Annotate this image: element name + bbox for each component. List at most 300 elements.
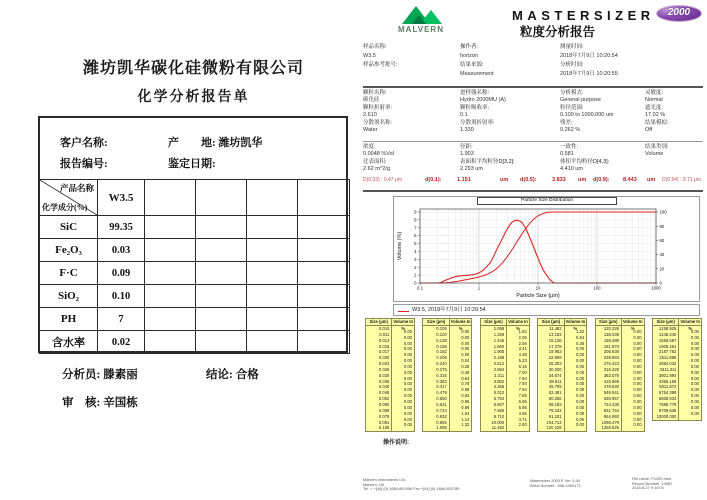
value-cell: 0.10	[98, 285, 145, 308]
component-cell: F·C	[40, 262, 98, 285]
chem-table-row	[40, 308, 350, 331]
volume-cell: 0.00	[576, 358, 585, 364]
divider	[363, 190, 703, 192]
size-cell: 416.869	[603, 378, 619, 384]
size-cell: 0.052	[378, 396, 390, 402]
param-value: 0.1	[460, 112, 468, 118]
size-cell: 1.259	[493, 331, 505, 337]
volume-values	[679, 326, 701, 420]
volume-values	[450, 326, 472, 431]
empty-cell	[196, 216, 247, 239]
empty-cell	[298, 285, 350, 308]
param-value: 0.0048 %Vol	[363, 151, 394, 157]
size-cell: 1096.479	[601, 419, 619, 425]
volume-cell: 0.64	[461, 375, 470, 381]
size-cell: 2884.032	[658, 361, 677, 367]
volume-cell: 1.32	[461, 422, 470, 428]
size-cell: 69.183	[548, 401, 562, 407]
footer-left	[363, 478, 459, 492]
size-cell: 120.226	[546, 425, 562, 431]
value-cell: 0.09	[98, 262, 145, 285]
size-cell: 1258.925	[601, 425, 619, 431]
size-cell: 0.138	[436, 337, 447, 343]
param-value: Water	[363, 127, 378, 133]
d90-label: d(0.9):	[593, 177, 610, 183]
volume-cell: 0.00	[461, 328, 470, 334]
param-value: 0.581	[560, 151, 574, 157]
size-header: Size (µm)	[653, 319, 679, 325]
x-tick-label: 0.1	[417, 285, 423, 291]
y-left-tick-label: 6	[414, 233, 417, 239]
size-cell: 478.630	[603, 384, 619, 390]
volume-cell: 0.00	[576, 346, 585, 352]
size-cell: 2.884	[493, 366, 505, 372]
size-cell: 79.433	[548, 407, 562, 413]
legend-label: W3.5, 2018年7月9日 10:20:54	[412, 307, 486, 313]
volume-cell: 0.00	[633, 375, 642, 381]
size-values	[653, 326, 679, 420]
volume-cell: 0.04	[461, 358, 470, 364]
volume-cell: 0.00	[403, 399, 412, 405]
size-cell: 104.713	[546, 419, 562, 425]
empty-header-cell	[247, 180, 298, 216]
param-label: 颗粒名称:	[363, 90, 387, 96]
size-class-column	[422, 318, 472, 432]
volume-cell: 7.64	[518, 375, 527, 381]
size-header: Size (µm)	[423, 319, 449, 325]
y-axis-title: Volume (%)	[397, 231, 403, 261]
volume-cell: 0.00	[576, 375, 585, 381]
volume-cell: 0.00	[403, 410, 412, 416]
conclusion-label: 结论:	[206, 369, 233, 381]
volume-cell: 0.00	[633, 399, 642, 405]
empty-cell	[298, 216, 350, 239]
y-right-tick-label: 60	[659, 237, 665, 243]
measured-time-label: 测量时间:	[560, 44, 584, 50]
x-tick-label: 1000	[651, 285, 661, 291]
volume-cell: 0.00	[461, 334, 470, 340]
y-left-tick-label: 4	[414, 249, 417, 255]
volume-cell: 0.00	[633, 340, 642, 346]
volume-header: Volume In %	[565, 319, 586, 331]
size-cell: 3.311	[494, 372, 505, 378]
volume-cell: 0.00	[403, 334, 412, 340]
volume-cell: 0.00	[633, 358, 642, 364]
size-class-column	[537, 318, 587, 432]
d10-label: d(0.1):	[425, 177, 442, 183]
volume-cell: 0.45	[461, 369, 470, 375]
size-cell: 0.724	[436, 407, 447, 413]
value-cell: 99.35	[98, 216, 145, 239]
psd-chart-frame	[393, 196, 700, 302]
analyst-label: 分析员:	[62, 369, 101, 381]
volume-cell: 0.00	[576, 387, 585, 393]
d10-unit: um	[500, 177, 509, 183]
size-cell: 0.832	[436, 413, 447, 419]
volume-cell: 0.00	[403, 375, 412, 381]
volume-cell: 7.00	[518, 369, 527, 375]
size-cell: 158.489	[603, 337, 619, 343]
size-cell: 34.674	[548, 372, 562, 378]
param-value: 17.02 %	[645, 112, 666, 118]
volume-cell: 0.99	[461, 404, 470, 410]
volume-cell: 0.00	[633, 410, 642, 416]
chem-table	[39, 179, 350, 354]
measured-time-value: 2018年7月9日 10:20:54	[560, 53, 618, 59]
y-left-tick-label: 7	[414, 225, 417, 231]
chem-table-row	[40, 239, 350, 262]
empty-cell	[196, 285, 247, 308]
param-value: 1.330	[460, 127, 474, 133]
volume-cell: 0.00	[690, 328, 699, 334]
size-cell: 1445.440	[658, 331, 677, 337]
volume-cell: 1.04	[461, 410, 470, 416]
volume-cell: 0.00	[403, 352, 412, 358]
analyst-line	[62, 366, 138, 382]
footer-line: Serial Number : MAL1060172	[529, 482, 581, 488]
size-header: Size (µm)	[538, 319, 564, 325]
result-source-label: 结果来源:	[460, 62, 484, 68]
volume-cell: 0.00	[690, 381, 699, 387]
volume-cell: 0.00	[576, 399, 585, 405]
empty-cell	[196, 239, 247, 262]
volume-cell: 1.62	[518, 328, 527, 334]
footer-right	[632, 477, 672, 491]
volume-cell: 0.00	[690, 410, 699, 416]
volume-cell: 0.00	[633, 416, 642, 422]
volume-cell: 4.38	[518, 352, 527, 358]
y-left-tick-label: 5	[414, 241, 417, 247]
report-no-label: 报告编号:	[60, 158, 108, 170]
size-cell: 7585.776	[658, 401, 677, 407]
size-cell: 5011.872	[659, 384, 677, 390]
volume-cell: 0.00	[690, 363, 699, 369]
column-body	[423, 326, 471, 431]
volume-cell: 0.00	[576, 352, 585, 358]
volume-cell: 0.96	[461, 399, 470, 405]
chart-title: Particle Size Distribution	[477, 197, 617, 205]
origin-label: 产 地:	[168, 137, 216, 149]
volume-header: Volume In %	[680, 319, 701, 331]
size-cell: 39.811	[549, 378, 562, 384]
empty-cell	[247, 308, 298, 331]
volume-cell: 0.00	[633, 363, 642, 369]
chem-table-row	[40, 216, 350, 239]
value-cell: 0.03	[98, 239, 145, 262]
size-cell: 0.013	[378, 337, 390, 343]
param-value: 0.100 to 1000.000 um	[560, 112, 614, 118]
size-cell: 2511.886	[659, 355, 677, 361]
param-value: 2.62 m^2/g	[363, 166, 391, 172]
param-label: 粒径范围:	[560, 105, 584, 111]
size-cell: 2.512	[493, 361, 505, 367]
y-right-tick-label: 100	[659, 209, 667, 215]
volume-cell: 7.94	[518, 387, 527, 393]
column-body	[653, 326, 701, 420]
y-left-tick-label: 1	[414, 272, 417, 278]
param-label: 径距:	[460, 144, 473, 150]
param-label: 结果模拟:	[645, 120, 669, 126]
volume-cell: 0.00	[633, 387, 642, 393]
empty-cell	[247, 216, 298, 239]
volume-cell: 0.00	[576, 416, 585, 422]
volume-cell: 2.56	[518, 340, 527, 346]
chem-table-row	[40, 331, 350, 354]
param-value: Normal	[645, 97, 663, 103]
footer-line: Mastersizer 2000 E Ver. 5.40	[530, 478, 580, 483]
volume-cell: 0.00	[633, 352, 642, 358]
param-value: General purpose	[560, 97, 601, 103]
size-cell: 181.970	[603, 343, 619, 349]
divider	[363, 86, 703, 88]
component-cell: PH	[40, 308, 98, 331]
size-class-column	[480, 318, 530, 432]
param-value: Off	[645, 127, 653, 133]
y-left-tick-label: 0	[414, 280, 417, 286]
footer-line: Malvern, UK.	[363, 481, 386, 487]
size-cell: 0.240	[436, 361, 447, 367]
param-label: 分散剂名称:	[363, 120, 393, 126]
volume-cell: 0.00	[576, 381, 585, 387]
sample-ref-label: 样品参考批号:	[363, 62, 398, 68]
volume-cell: 0.00	[633, 328, 642, 334]
column-body	[366, 326, 414, 431]
analysed-time-label: 分析时间:	[560, 62, 584, 68]
origin-line	[168, 134, 262, 150]
size-cell: 0.023	[378, 361, 390, 367]
volume-header: Volume In %	[450, 319, 471, 331]
size-header: Size (µm)	[366, 319, 392, 325]
empty-cell	[145, 331, 196, 354]
size-cell: 0.955	[436, 419, 447, 425]
param-label: 残差:	[560, 120, 573, 126]
size-cell: 0.035	[378, 378, 390, 384]
empty-header-cell	[196, 180, 247, 216]
empty-cell	[298, 239, 350, 262]
size-cell: 0.069	[378, 407, 390, 413]
size-values	[538, 326, 564, 431]
size-cell: 1.096	[493, 326, 505, 331]
column-body	[538, 326, 586, 431]
size-cell: 4365.158	[658, 378, 677, 384]
diagonal-header-cell	[40, 180, 98, 216]
volume-cell: 0.93	[461, 393, 470, 399]
d10-value: 1.151	[457, 177, 471, 183]
footer-line: Malvern Instruments Ltd.	[363, 477, 406, 482]
volume-cell: 0.00	[633, 381, 642, 387]
size-cell: 0.030	[378, 372, 390, 378]
analysed-time-value: 2018年7月9日 10:20:55	[560, 71, 618, 77]
volume-cell: 0.00	[403, 404, 412, 410]
reviewer-label: 审 核:	[62, 397, 101, 409]
volume-cell: 0.00	[403, 369, 412, 375]
empty-cell	[145, 239, 196, 262]
volume-cell: 0.00	[690, 399, 699, 405]
size-cell: 8709.636	[658, 407, 677, 413]
chem-table-row	[40, 262, 350, 285]
size-cell: 954.993	[603, 413, 619, 419]
volume-cell: 0.94	[576, 334, 585, 340]
operator-label: 操作者:	[460, 44, 479, 50]
volume-cell: 0.00	[403, 393, 412, 399]
component-cell: SiO₂	[40, 285, 98, 308]
empty-header-cell	[145, 180, 196, 216]
volume-cell: 0.00	[633, 334, 642, 340]
size-cell: 1.445	[493, 337, 505, 343]
analyst-name: 滕素丽	[103, 369, 138, 381]
param-value: 碳化硅	[363, 97, 380, 103]
size-cell: 724.436	[603, 401, 619, 407]
size-cell: 275.423	[603, 361, 619, 367]
product-name-cell: W3.5	[98, 180, 145, 216]
size-values	[481, 326, 507, 431]
param-value: Hydro 2000MU (A)	[460, 97, 506, 103]
size-cell: 549.541	[603, 390, 619, 396]
volume-cell: 0.00	[461, 340, 470, 346]
volume-values	[507, 326, 529, 431]
conclusion-line	[206, 366, 259, 382]
size-cell: 0.026	[378, 366, 390, 372]
param-label: 体积平均粒径D[4,3]:	[560, 159, 610, 165]
volume-cell: 0.00	[690, 352, 699, 358]
volume-cell: 0.00	[403, 358, 412, 364]
param-label: 颗粒吸收率:	[460, 105, 490, 111]
component-cell: SiC	[40, 216, 98, 239]
volume-cell: 0.00	[403, 363, 412, 369]
size-header: Size (µm)	[596, 319, 622, 325]
size-cell: 0.011	[379, 331, 390, 337]
size-cell: 17.378	[548, 343, 562, 349]
column-body	[596, 326, 644, 431]
malvern-wordmark: MALVERN	[398, 25, 444, 34]
x-tick-label: 10	[535, 285, 541, 291]
sample-name-label: 样品名称:	[363, 44, 387, 50]
size-cell: 11.482	[491, 425, 505, 431]
volume-cell: 1.14	[461, 416, 470, 422]
malvern-triangles-icon	[390, 5, 452, 25]
size-class-column	[652, 318, 702, 421]
volume-cell: 2.06	[518, 334, 527, 340]
size-cell: 0.316	[436, 372, 447, 378]
size-cell: 0.105	[378, 425, 390, 431]
diag-product-label: 产品名称	[59, 183, 94, 193]
empty-cell	[196, 262, 247, 285]
d50-unit: um	[578, 177, 587, 183]
size-cell: 0.105	[436, 326, 447, 331]
d094-value: D(0.94) : 9.71 μm	[662, 177, 702, 183]
date-label: 鉴定日期:	[168, 158, 216, 170]
size-cell: 0.479	[436, 390, 447, 396]
volume-cell: 0.00	[633, 422, 642, 428]
sample-name-value: W3.5	[363, 53, 376, 59]
size-class-column	[365, 318, 415, 432]
volume-cell: 0.00	[576, 422, 585, 428]
size-cell: 831.764	[603, 407, 619, 413]
volume-cell: 3.41	[518, 346, 527, 352]
param-label: 表面积平均粒径D[3,2]:	[460, 159, 515, 165]
volume-cell: 0.00	[633, 404, 642, 410]
size-cell: 0.417	[436, 384, 447, 390]
y-right-tick-label: 40	[659, 252, 665, 258]
volume-values	[565, 326, 587, 431]
volume-cell: 2.60	[518, 422, 527, 428]
y-right-tick-label: 80	[659, 223, 665, 229]
size-cell: 0.017	[378, 349, 390, 355]
volume-header: Volume In %	[622, 319, 643, 331]
volume-cell: 1.62	[576, 328, 585, 334]
size-cell: 1.905	[493, 349, 505, 355]
volume-header: Volume In %	[393, 319, 414, 331]
empty-cell	[196, 331, 247, 354]
size-cell: 10000.000	[656, 413, 677, 419]
volume-cell: 0.88	[461, 387, 470, 393]
size-cell: 1258.925	[658, 326, 677, 331]
size-cell: 10.000	[491, 419, 505, 425]
size-cell: 0.182	[436, 349, 447, 355]
volume-cell: 0.00	[690, 369, 699, 375]
size-cell: 0.631	[436, 401, 447, 407]
size-cell: 120.226	[603, 326, 619, 331]
size-cell: 8.710	[493, 413, 505, 419]
value-cell: 7	[98, 308, 145, 331]
volume-values	[622, 326, 644, 431]
param-label: 浓度:	[363, 144, 376, 150]
param-value: 0.262 %	[560, 127, 581, 133]
size-cell: 138.038	[603, 331, 619, 337]
y-left-tick-label: 9	[414, 209, 417, 215]
volume-cell: 0.00	[633, 393, 642, 399]
psd-report-page	[360, 0, 707, 500]
size-cell: 19.953	[548, 349, 562, 355]
volume-cell: 0.00	[403, 387, 412, 393]
size-values	[366, 326, 392, 431]
psd-chart	[394, 197, 701, 303]
param-label: 进样器名称:	[460, 90, 490, 96]
empty-cell	[298, 331, 350, 354]
volume-cell: 0.00	[403, 328, 412, 334]
empty-cell	[298, 262, 350, 285]
divider	[363, 141, 703, 142]
volume-cell: 5.23	[518, 358, 527, 364]
reviewer-name: 辛国栋	[103, 397, 138, 409]
d50-value: 3.833	[552, 177, 566, 183]
column-body	[481, 326, 529, 431]
volume-cell: 0.00	[403, 340, 412, 346]
customer-name-label: 客户名称:	[60, 137, 108, 149]
empty-cell	[145, 262, 196, 285]
volume-cell: 0.00	[690, 393, 699, 399]
size-cell: 5.012	[493, 390, 505, 396]
size-cell: 60.256	[548, 396, 562, 402]
diag-component-label: 化学成分(%)	[42, 203, 88, 212]
volume-cell: 0.00	[403, 416, 412, 422]
size-cell: 7.586	[493, 407, 505, 413]
empty-cell	[247, 262, 298, 285]
volume-cell: 0.00	[576, 363, 585, 369]
volume-cell: 0.00	[403, 422, 412, 428]
volume-cell: 0.00	[576, 369, 585, 375]
size-cell: 0.046	[378, 390, 390, 396]
volume-cell: 0.00	[690, 375, 699, 381]
chem-report-title: 化学分析报告单	[137, 90, 250, 105]
size-cell: 30.200	[548, 366, 562, 372]
param-label: 分散剂折射率:	[460, 120, 495, 126]
volume-cell: 0.00	[690, 334, 699, 340]
volume-cell: 0.00	[690, 346, 699, 352]
size-cell: 52.481	[548, 390, 562, 396]
size-cell: 0.275	[436, 366, 447, 372]
mastersizer-2000-badge: 2000	[656, 5, 702, 22]
